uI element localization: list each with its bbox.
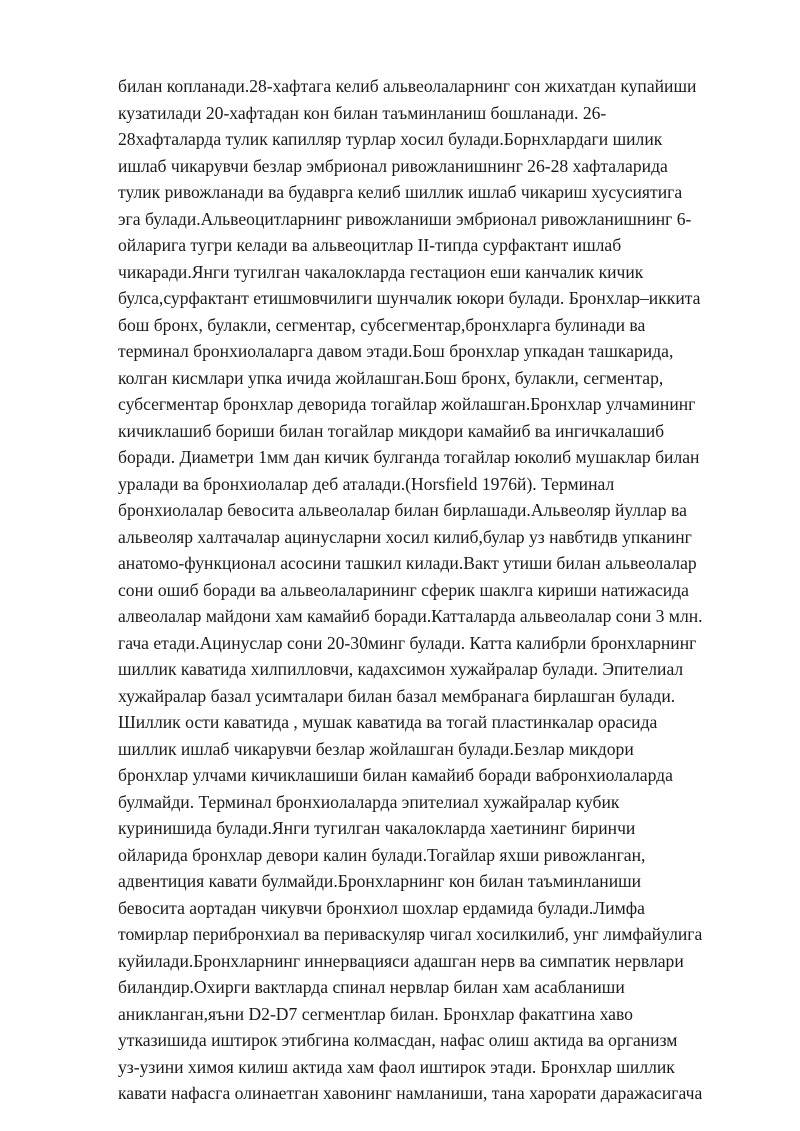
- text-line: тулик ривожланади ва будаврга келиб шиллик ишлаб чикариш хусусиятига: [118, 182, 683, 202]
- text-line: билан копланади.28-хафтага келиб альвеолаларнинг сон жихатдан купайиши: [118, 76, 697, 96]
- text-line: аникланган,яъни D2-D7 сегментлар билан. Бронхлар факатгина хаво: [118, 1003, 633, 1024]
- text-line: булмайди. Терминал бронхиолаларда эпителиал хужайралар кубик: [118, 791, 620, 812]
- text-line: кавати нафасга олинаетган хавонинг намланиши, тана харорати даражасигача: [118, 1083, 703, 1103]
- text-line: утказишида иштирок этибгина колмасдан, нафас олиш актида ва организм: [118, 1030, 678, 1050]
- text-line: анатомо-функционал асосини ташкил килади.Вакт утиши билан альвеолалар: [118, 553, 697, 573]
- text-line: уз-узини химоя килиш актида хам фаол иштирок этади. Бронхлар шиллик: [118, 1056, 675, 1077]
- text-line: кичиклашиб бориши билан тогайлар микдори камайиб ва ингичкалашиб: [118, 420, 665, 441]
- text-line: колган кисмлари упка ичида жойлашган.Бош бронх, булакли, сегментар,: [118, 367, 664, 388]
- text-line: терминал бронхиолаларга давом этади.Бош бронхлар упкадан ташкарида,: [118, 341, 674, 361]
- text-line: биландир.Охирги вактларда спинал нервлар билан хам асабланиши: [118, 977, 625, 997]
- text-line: шиллик ишлаб чикарувчи безлар жойлашган булади.Безлар микдори: [118, 738, 634, 759]
- text-line: шиллик каватида хилпилловчи, кадахсимон хужайралар булади. Эпителиал: [118, 659, 684, 679]
- text-line: бронхлар улчами кичиклашиши билан камайиб боради вабронхиолаларда: [118, 765, 673, 785]
- text-line: куринишида булади.Янги тугилган чакалокларда хаетининг биринчи: [118, 818, 636, 838]
- text-line: эга булади.Альвеоцитларнинг ривожланиши эмбрионал ривожланишнинг 6-: [118, 208, 692, 229]
- text-line: булса,сурфактант етишмовчилиги шунчалик юкори булади. Бронхлар–иккита: [118, 288, 701, 308]
- text-line: адвентиция кавати булмайди.Бронхларнинг кон билан таъминланиши: [118, 871, 642, 891]
- text-line: ишлаб чикарувчи безлар эмбрионал ривожланишнинг 26-28 хафталарида: [118, 155, 668, 176]
- text-line: кузатилади 20-хафтадан кон билан таъминланиш бошланади. 26-: [118, 102, 607, 123]
- text-line: бронхиолалар бевосита альвеолалар билан бирлашади.Альвеоляр йуллар ва: [118, 500, 687, 520]
- body-text: [118, 73, 748, 1107]
- text-line: ойларига тугри келади ва альвеоцитлар II-типда сурфактант ишлаб: [118, 235, 622, 255]
- text-line: бевосита аортадан чикувчи бронхиол шохлар ердамида булади.Лимфа: [118, 897, 645, 918]
- text-line: бош бронх, булакли, сегментар, субсегментар,бронхларга булинади ва: [118, 314, 646, 335]
- text-line: сони ошиб боради ва альвеолаларининг сферик шаклга кириши натижасида: [118, 579, 689, 600]
- text-line: Шиллик ости каватида , мушак каватида ва тогай пластинкалар орасида: [118, 712, 658, 732]
- text-line: куйилади.Бронхларнинг иннервацияси адашган нерв ва симпатик нервлари: [118, 950, 684, 971]
- text-line: ойларида бронхлар девори калин булади.Тогайлар яхши ривожланган,: [118, 844, 646, 865]
- text-line: уралади ва бронхиолалар деб аталади.(Horsfield 1976й). Терминал: [118, 473, 615, 494]
- text-line: боради. Диаметри 1мм дан кичик булганда тогайлар юколиб мушаклар билан: [118, 447, 700, 467]
- text-line: алвеолалар майдони хам камайиб боради.Катталарда альвеолалар сони 3 млн.: [118, 606, 703, 626]
- text-line: томирлар перибронхиал ва периваскуляр чигал хосилкилиб, унг лимфайулига: [118, 924, 703, 944]
- text-line: субсегментар бронхлар деворида тогайлар жойлашган.Бронхлар улчамининг: [118, 394, 696, 414]
- text-line: хужайралар базал усимталари билан базал мембранага бирлашган булади.: [118, 685, 676, 706]
- text-line: чикаради.Янги тугилган чакалокларда гестацион еши канчалик кичик: [118, 261, 644, 282]
- text-line: гача етади.Ацинуслар сони 20-30минг булади. Катта калибрли бронхларнинг: [118, 632, 697, 653]
- text-line: 28хафталарда тулик капилляр турлар хосил булади.Борнхлардаги шилик: [118, 129, 663, 149]
- text-line: альвеоляр халтачалар ацинусларни хосил килиб,булар уз навбтидв упканинг: [118, 526, 692, 547]
